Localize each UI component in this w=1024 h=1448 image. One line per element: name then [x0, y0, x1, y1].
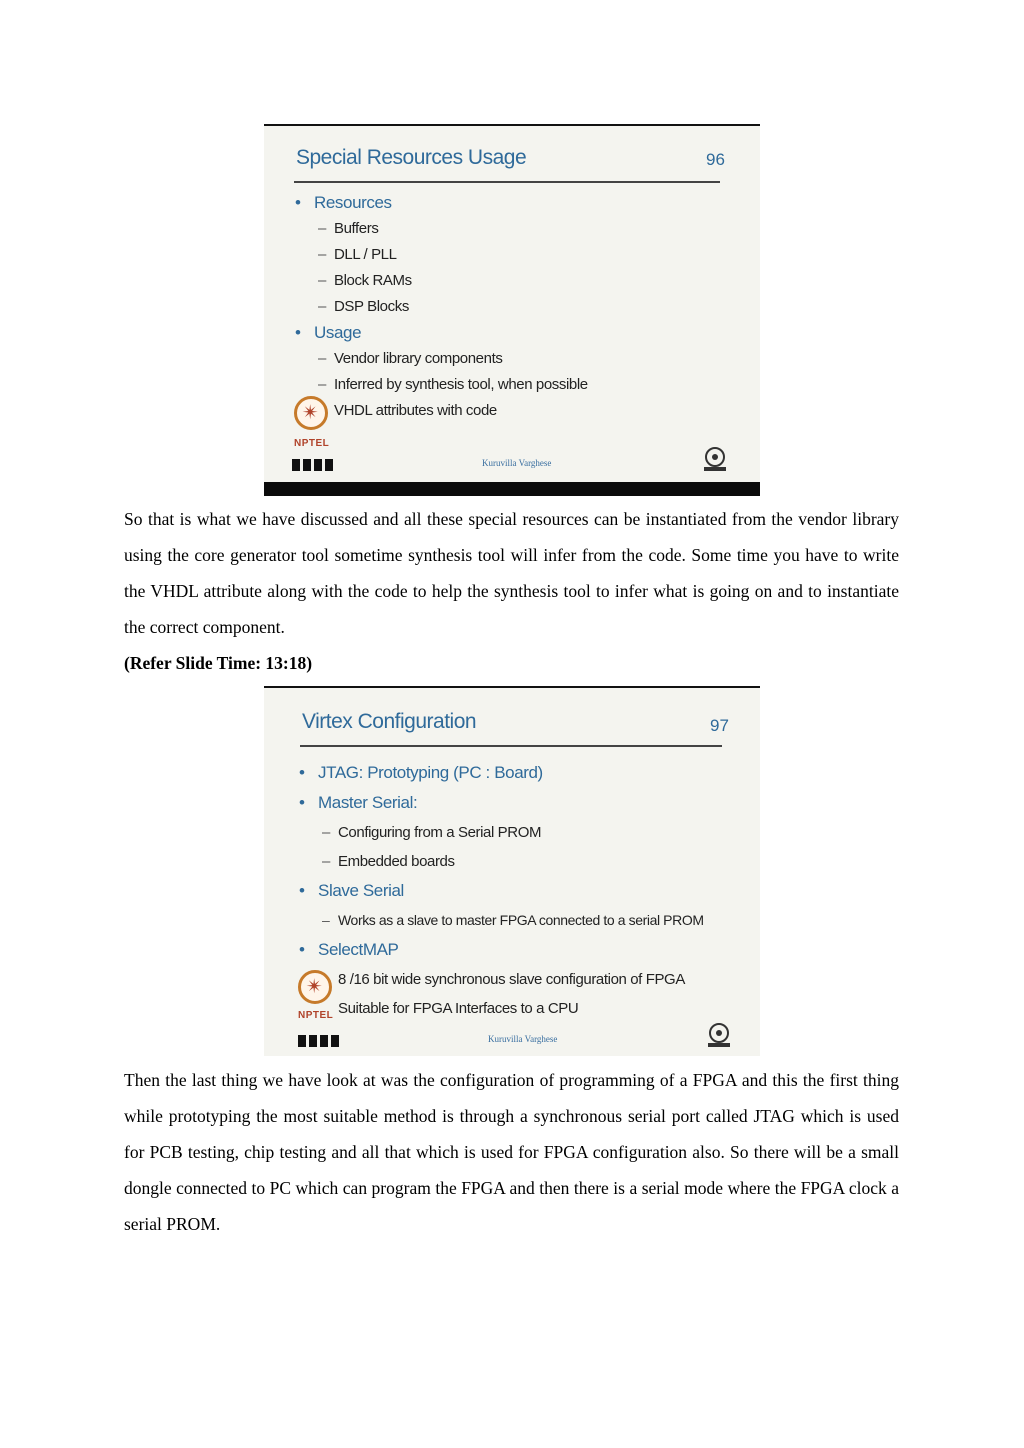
slide-number: 96 — [706, 150, 725, 169]
iisc-logo-icon — [292, 458, 338, 474]
refer-slide-time: (Refer Slide Time: 13:18) — [124, 653, 313, 673]
bullet-item: • Usage — [294, 320, 734, 346]
transcript-paragraph: So that is what we have discussed and all these special resources can be instantiated from the vendor library using the core generator tool sometime synthesis tool will infer from the code. Some time you have to write the VHDL attribute along with the code to help the synthesis tool to infer what is going on and to instantiate the correct component. — [124, 509, 899, 637]
slide-image-special-resources — [264, 124, 760, 496]
bullet-item: • Slave Serial — [298, 876, 748, 906]
sub-bullet-item: – Works as a slave to master FPGA connected to a serial PROM — [298, 906, 748, 935]
iisc-logo-icon — [298, 1034, 344, 1050]
bullet-item: • Master Serial: — [298, 788, 748, 818]
bullet-item: • Resources — [294, 190, 734, 216]
slide-bottom-bar — [264, 482, 760, 496]
slide-bullet-list — [298, 758, 748, 1023]
slide-number: 97 — [710, 716, 729, 735]
transcript-paragraph: Then the last thing we have look at was the configuration of programming of a FPGA and this the first thing while prototyping the most suitable method is through a synchronous serial port called JTAG which is used for PCB testing, chip testing and all that which is used for FPGA configuration also. So there will be a small dongle connected to PC which can program the FPGA and then there is a serial mode where the FPGA clock a serial PROM. — [124, 1070, 899, 1234]
nptel-logo-text: NPTEL — [298, 1010, 334, 1021]
slide-image-virtex-configuration — [264, 686, 760, 1056]
sub-bullet-item: – Block RAMs — [294, 268, 734, 294]
nptel-logo-text: NPTEL — [294, 438, 330, 449]
sub-bullet-item: – DLL / PLL — [294, 242, 734, 268]
slide-title: Virtex Configuration — [302, 710, 477, 733]
institute-crest-icon — [704, 1020, 734, 1050]
bullet-item: • JTAG: Prototyping (PC : Board) — [298, 758, 748, 788]
sub-bullet-item: – Embedded boards — [298, 847, 748, 876]
nptel-logo-icon — [294, 396, 328, 430]
slide-author: Kuruvilla Varghese — [488, 1034, 558, 1044]
sub-bullet-item: – Inferred by synthesis tool, when possible — [294, 372, 734, 398]
sub-bullet-item: – Buffers — [294, 216, 734, 242]
nptel-logo-icon — [298, 970, 332, 1004]
sub-bullet-item: 8 /16 bit wide synchronous slave configuration of FPGA — [338, 971, 685, 988]
slide-bullet-list — [294, 190, 734, 424]
sub-bullet-item: – Configuring from a Serial PROM — [298, 818, 748, 847]
slide-author: Kuruvilla Varghese — [482, 458, 552, 468]
sub-bullet-item: – DSP Blocks — [294, 294, 734, 320]
slide-title-rule — [300, 745, 722, 747]
sub-bullet-item: – Vendor library components — [294, 346, 734, 372]
sub-bullet-item: VHDL attributes with code — [334, 402, 497, 419]
institute-crest-icon — [700, 444, 730, 474]
slide-title-rule — [294, 181, 720, 183]
bullet-item: • SelectMAP — [298, 935, 748, 965]
slide-title: Special Resources Usage — [296, 146, 527, 169]
sub-bullet-item: Suitable for FPGA Interfaces to a CPU — [338, 1000, 579, 1017]
